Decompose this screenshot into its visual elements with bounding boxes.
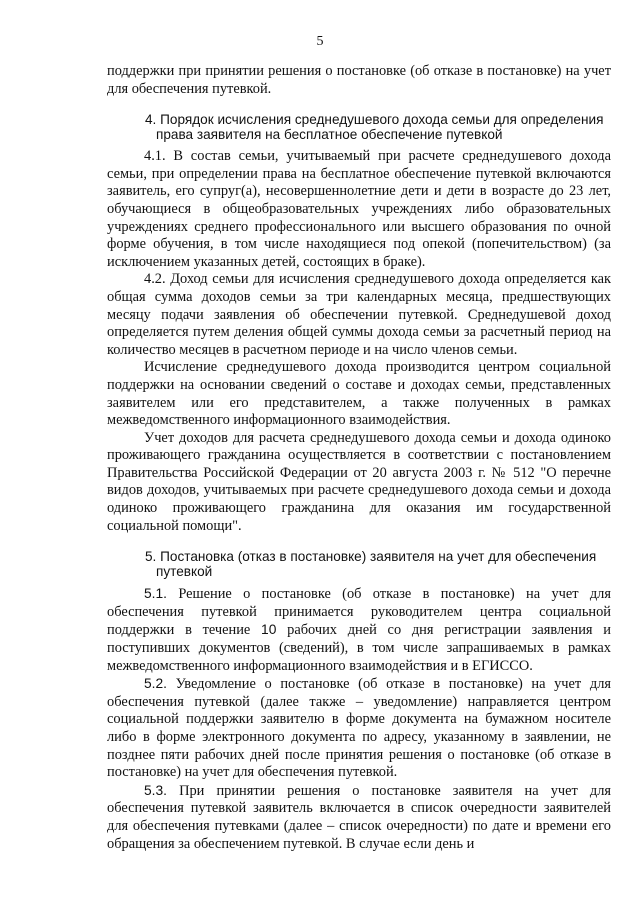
section-4-number: 4. [145,112,157,128]
paragraph-5-2 [107,675,611,782]
document-body [107,63,611,853]
paragraph-income-calculation: Исчисление среднедушевого дохода производится центром социальной поддержки на основании сведений о составе и доходах семьи, представленных заявителем или его представителем, а также полученных в рамках межведомственного информационного взаимодействия. [107,359,611,429]
intro-paragraph: поддержки при принятии решения о постановке (об отказе в постановке) на учет для обеспечения путевкой. [107,63,611,97]
paragraph-5-1-text-a: Решение о постановке (об отказе в постановке) на учет для обеспечения путевкой принимается руководителем центра социальной поддержки в течение [107,586,611,639]
section-4-title-line1: Порядок исчисления среднедушевого дохода семьи для определения [160,112,604,128]
paragraph-5-1 [107,585,611,675]
paragraph-income-accounting: Учет доходов для расчета среднедушевого дохода семьи и дохода одиноко проживающего гражданина осуществляется в соответствии с постановлением Правительства Российской Федерации от 20 августа 2003 г. № 512 "О перечне видов доходов, учитываемых при расчете среднедушевого дохода семьи и дохода одиноко проживающего гражданина для оказания им государственной социальной помощи". [107,429,611,534]
paragraph-5-2-text: Уведомление о постановке (об отказе в постановке) на учет для обеспечения путевкой (далее также – уведомление) направляется центром социальной поддержки заявителю в форме документа на бумажном носителе либо в форме электронного документа по адресу, указанному в заявлении, не позднее пяти рабочих дней после принятия решения о постановке (об отказе в постановке) на учет для обеспечения путевкой. [107,676,611,781]
paragraph-5-1-number: 5.1. [144,586,168,602]
section-5-heading [107,549,611,579]
section-5-number: 5. [145,549,157,565]
paragraph-5-3 [107,782,611,853]
page-number: 5 [316,34,324,49]
paragraph-5-2-number: 5.2. [144,676,168,692]
paragraph-5-3-number: 5.3. [144,782,168,798]
paragraph-5-1-text-b: рабочих дней со дня регистрации заявления и поступивших документов (сведений), в том числе запрашиваемых в рамках межведомственного информационного взаимодействия и в ЕГИССО. [107,622,611,674]
paragraph-4-1: 4.1. В состав семьи, учитываемый при расчете среднедушевого дохода семьи, при определении права на бесплатное обеспечение путевкой включаются заявитель, его супруг(а), несовершеннолетние дети и дети в возрасте до 23 лет, обучающиеся в общеобразовательных учреждениях либо образовательных учреждениях среднего профессионального или высшего образования по очной форме обучения, в том числе находящиеся под опекой (попечительством) (за исключением указанных детей, состоящих в браке). [107,148,611,270]
paragraph-5-1-days: 10 [261,622,277,638]
paragraph-5-3-text: При принятии решения о постановке заявителя на учет для обеспечения путевкой заявитель включается в список очередности заявителей для обеспечения путевками (далее – список очередности) по дате и времени его обращения за обеспечением путевкой. В случае если день и [107,782,611,852]
section-5-title-line2: путевкой [156,564,213,580]
section-4-title-line2: права заявителя на бесплатное обеспечение путевкой [156,127,503,143]
section-5-title-line1: Постановка (отказ в постановке) заявителя на учет для обеспечения [160,549,597,565]
section-4-heading [107,112,611,142]
paragraph-4-2: 4.2. Доход семьи для исчисления среднедушевого дохода определяется как общая сумма доходов семьи за три календарных месяца, предшествующих месяцу подачи заявления об обеспечении путевкой. Среднедушевой доход определяется путем деления общей суммы дохода семьи за расчетный период на количество месяцев в расчетном периоде и на число членов семьи. [107,271,611,358]
